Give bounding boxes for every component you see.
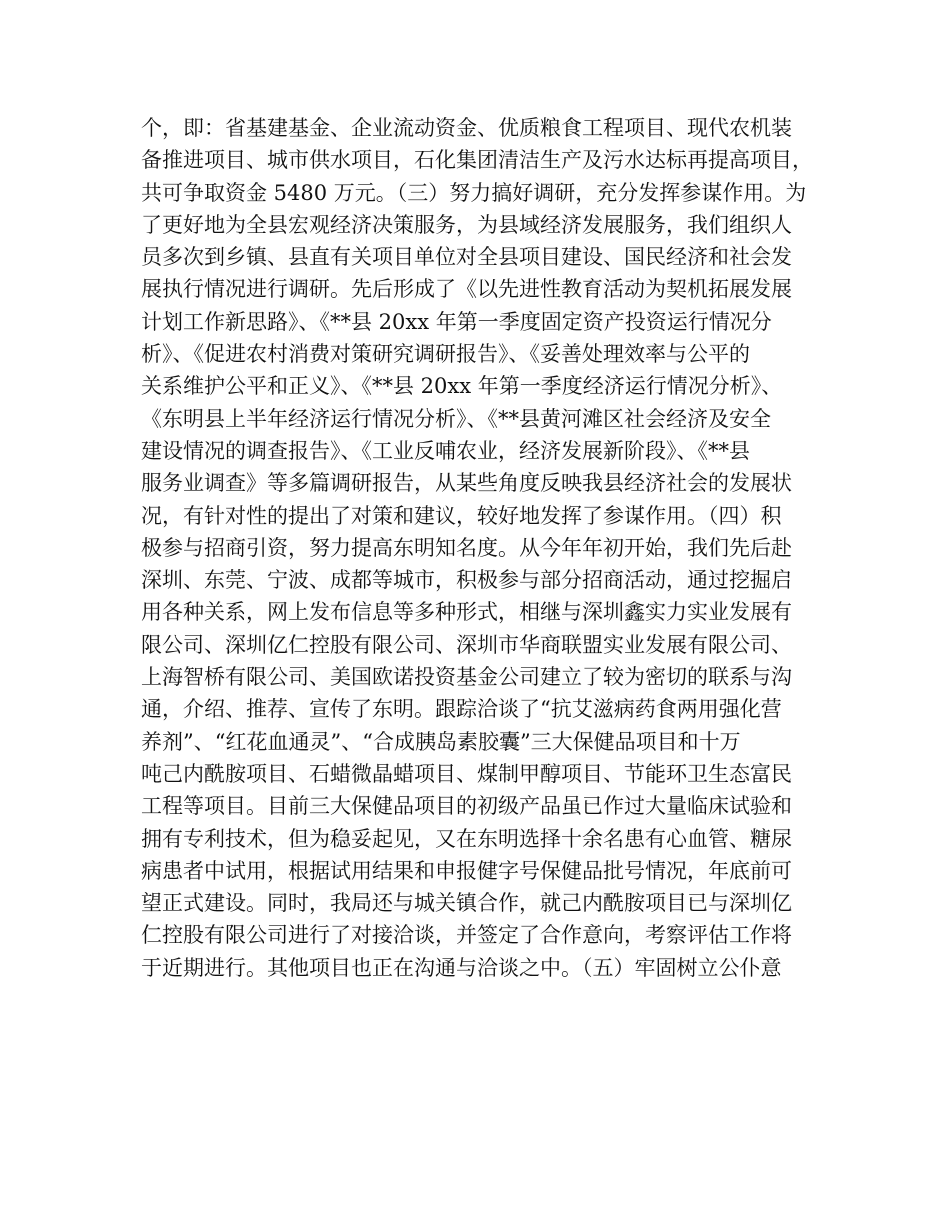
text-line: 个，即：省基建基金、企业流动资金、优质粮食工程项目、现代农机装: [141, 116, 792, 140]
text-line: 计划工作新思路》、《**县 20xx 年第一季度固定资产投资运行情况分: [141, 309, 772, 334]
text-line: 吨己内酰胺项目、石蜡微晶蜡项目、煤制甲醇项目、节能环卫生态富民: [141, 761, 792, 786]
text-line: 了更好地为全县宏观经济决策服务，为县域经济发展服务，我们组织人: [141, 212, 792, 237]
text-line: 备推进项目、城市供水项目，石化集团清洁生产及污水达标再提高项目，: [141, 148, 813, 173]
text-line: 服务业调查》等多篇调研报告，从某些角度反映我县经济社会的发展状: [141, 471, 792, 496]
text-line: 极参与招商引资，努力提高东明知名度。从今年年初开始，我们先后赴: [141, 535, 792, 560]
text-line: 上海智桥有限公司、美国欧诺投资基金公司建立了较为密切的联系与沟: [141, 665, 792, 690]
text-line: 用各种关系，网上发布信息等多种形式，相继与深圳鑫实力实业发展有: [141, 600, 792, 625]
text-line: 望正式建设。同时，我局还与城关镇合作，就己内酰胺项目已与深圳亿: [141, 891, 792, 916]
text-line: 深圳、东莞、宁波、成都等城市，积极参与部分招商活动，通过挖掘启: [141, 568, 792, 593]
text-line: 《东明县上半年经济运行情况分析》、《**县黄河滩区社会经济及安全: [141, 406, 771, 431]
text-line: 仁控股有限公司进行了对接洽谈，并签定了合作意向，考察评估工作将: [141, 923, 792, 948]
text-line: 析》、《促进农村消费对策研究调研报告》、《妥善处理效率与公平的: [141, 342, 750, 367]
text-line: 共可争取资金 5480 万元。（三）努力搞好调研，充分发挥参谋作用。为: [141, 180, 807, 205]
text-line: 工程等项目。目前三大保健品项目的初级产品虽已作过大量临床试验和: [141, 794, 792, 819]
text-line: 于近期进行。其他项目也正在沟通与洽谈之中。（五）牢固树立公仆意: [141, 955, 782, 980]
text-line: 展执行情况进行调研。先后形成了《以先进性教育活动为契机拓展发展: [141, 277, 792, 302]
text-line: 限公司、深圳亿仁控股有限公司、深圳市华商联盟实业发展有限公司、: [141, 632, 792, 657]
text-line: 员多次到乡镇、县直有关项目单位对全县项目建设、国民经济和社会发: [141, 245, 792, 270]
text-line: 况，有针对性的提出了对策和建议，较好地发挥了参谋作用。（四）积: [141, 503, 782, 528]
body-text: [141, 112, 821, 984]
text-line: 拥有专利技术，但为稳妥起见，又在东明选择十余名患有心血管、糖尿: [141, 826, 792, 851]
text-line: 养剂”、“红花血通灵”、“合成胰岛素胶囊”三大保健品项目和十万: [141, 729, 741, 754]
text-line: 关系维护公平和正义》、《**县 20xx 年第一季度经济运行情况分析》、: [141, 374, 783, 399]
text-line: 通，介绍、推荐、宣传了东明。跟踪洽谈了“抗艾滋病药食两用强化营: [141, 697, 782, 722]
text-line: 病患者中试用，根据试用结果和申报健字号保健品批号情况，年底前可: [141, 858, 792, 883]
text-line: 建设情况的调查报告》、《工业反哺农业，经济发展新阶段》、《**县: [141, 438, 750, 463]
